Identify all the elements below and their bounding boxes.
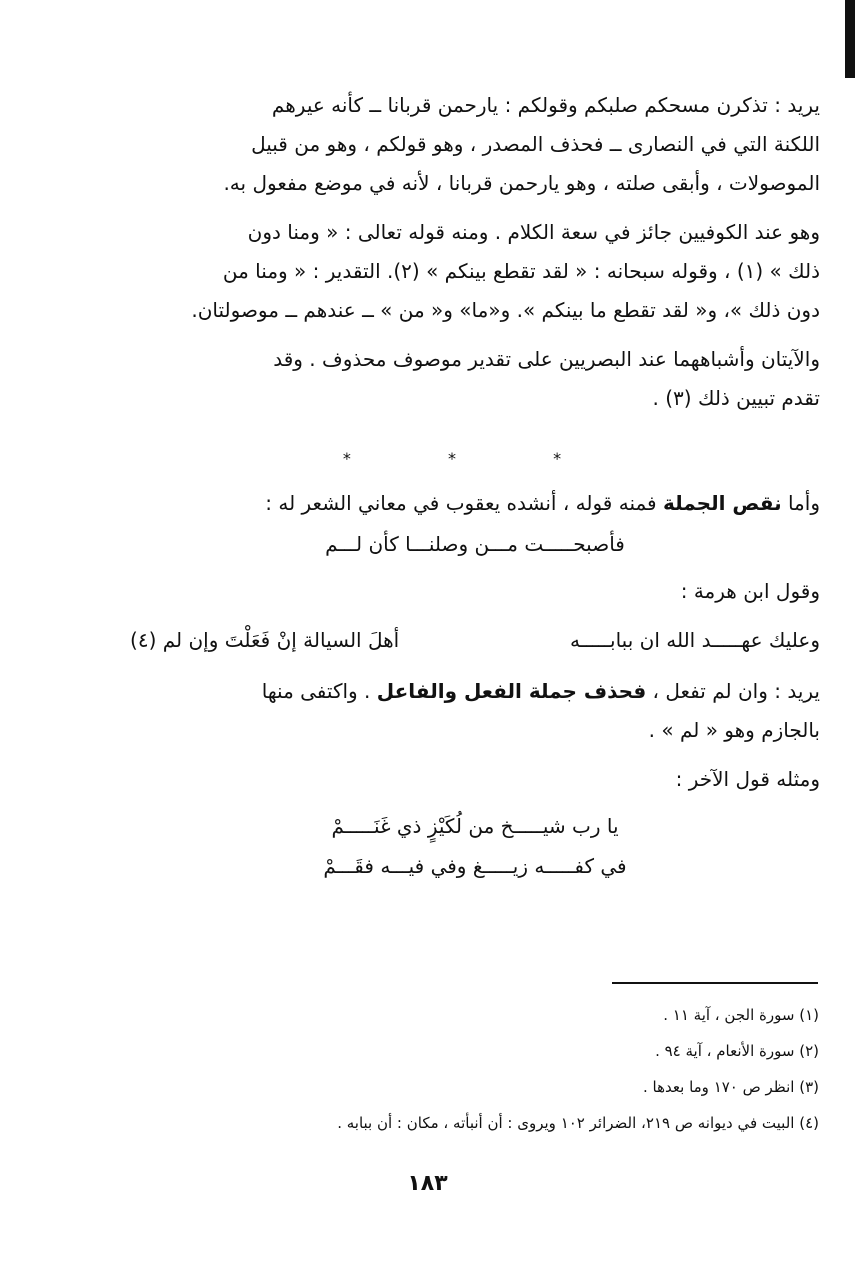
explanation-suffix: . واكتفى منها [261,679,377,703]
verse-2-right-hemistich: وعليك عهـــــد الله ان ببابـــــه [570,628,820,652]
intro-prefix: وأما [781,491,820,515]
paragraph-1-line-3: الموصولات ، وأبقى صلته ، وهو يارحمن قربانا ، لأنه في موضع مفعول به. [223,171,820,195]
page-body [130,86,820,900]
paragraph-1-line-1: يريد : تذكرن مسحكم صلبكم وقولكم : يارحمن قربانا ــ كأنه عيرهم [271,93,820,117]
verse-3 [130,806,820,886]
other-poet-intro: ومثله قول الآخر : [675,767,820,791]
paragraph-3-line-1: والآيتان وأشباههما عند البصريين على تقدير موصوف محذوف . وقد [273,347,820,371]
intro-suffix: فمنه قوله ، أنشده يعقوب في معاني الشعر له : [265,491,663,515]
footnote-4: (٤) البيت في ديوانه ص ٢١٩، الضرائر ١٠٢ ويروى : أن أنبأته ، مكان : أن ببابه . [337,1114,819,1132]
explanation-line-2: بالجازم وهو « لم » . [648,718,820,742]
paragraph-2-line-3: دون ذلك »، و« لقد تقطع ما بينكم ». و«ما» و« من » ــ عندهم ــ موصولتان. [191,298,820,322]
footnote-3: (٣) انظر ص ١٧٠ وما بعدها . [643,1078,819,1096]
scan-edge-mark [845,0,855,78]
paragraph-2-line-2: ذلك » (١) ، وقوله سبحانه : « لقد تقطع بينكم » (٢). التقدير : « ومنا من [222,259,820,283]
footnote-1: (١) سورة الجن ، آية ١١ . [663,1006,819,1024]
explanation-bold-term: فحذف جملة الفعل والفاعل [376,679,647,703]
verse-3-line-2: في كفـــــه زيـــــغ وفي فيـــه فقَـــمْ [323,854,627,878]
verse-1: فأصبحـــــت مـــن وصلنـــا كأن لـــم [325,532,625,556]
explanation-line-1 [130,672,820,711]
footnote-2: (٢) سورة الأنعام ، آية ٩٤ . [655,1042,819,1060]
explanation-paragraph [130,672,820,750]
verse-3-line-1: يا رب شيـــــخ من لُكَيْزٍ ذي غَنَـــــمْ [331,814,619,838]
verse-2 [130,620,820,660]
footnote-divider [612,982,818,984]
page-number: ١٨٣ [407,1171,448,1196]
intro-line [130,484,820,522]
paragraph-2-line-1: وهو عند الكوفيين جائز في سعة الكلام . ومنه قوله تعالى : « ومنا دون [247,220,820,244]
paragraph-2 [130,213,820,330]
intro-bold-term: نقص الجملة [662,491,782,515]
section-separator: * * * [342,449,608,468]
paragraph-3 [130,340,820,418]
explanation-prefix: يريد : وان لم تفعل ، [646,679,820,703]
ibn-harma-intro: وقول ابن هرمة : [680,579,820,603]
paragraph-1 [130,86,820,203]
footnotes [129,997,819,1141]
verse-2-left-hemistich: أهلَ السيالة إنْ فَعَلْتَ وإن لم (٤) [130,628,400,652]
paragraph-1-line-2: اللكنة التي في النصارى ــ فحذف المصدر ، وهو قولكم ، وهو من قبيل [251,132,820,156]
paragraph-3-line-2: تقدم تبيين ذلك (٣) . [652,386,820,410]
